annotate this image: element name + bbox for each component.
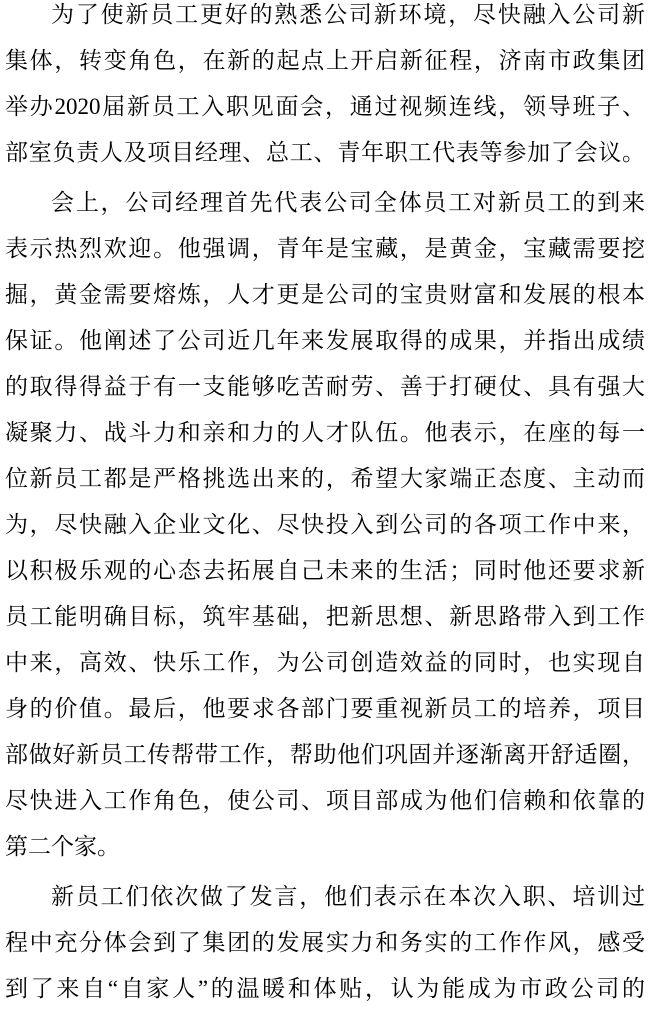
paragraph-new-employees	[5, 874, 645, 1012]
text-line: 到了来自“自家人”的温暖和体贴，认为能成为市政公司的	[5, 976, 645, 1001]
paragraph-intro	[5, 0, 645, 176]
text-line: 集体，转变角色，在新的起点上开启新征程，济南市政集团	[5, 48, 645, 73]
text-line: 部室负责人及项目经理、总工、青年职工代表等参加了会议。	[5, 140, 645, 165]
text-line: 以积极乐观的心态去拓展自己未来的生活；同时他还要求新	[5, 558, 645, 583]
text-line: 部做好新员工传帮带工作，帮助他们巩固并逐渐离开舒适圈，	[5, 742, 645, 767]
text-line: 新员工们依次做了发言，他们表示在本次入职、培训过	[51, 884, 645, 909]
text-line: 程中充分体会到了集团的发展实力和务实的工作作风，感受	[5, 930, 645, 955]
text-line: 的取得得益于有一支能够吃苦耐劳、善于打硬仗、具有强大	[5, 374, 645, 399]
text-line: 中来，高效、快乐工作，为公司创造效益的同时，也实现自	[5, 650, 645, 675]
text-line: 掘，黄金需要熔炼，人才更是公司的宝贵财富和发展的根本	[5, 282, 645, 307]
text-line: 身的价值。最后，他要求各部门要重视新员工的培养，项目	[5, 696, 645, 721]
text-line: 尽快进入工作角色，使公司、项目部成为他们信赖和依靠的	[5, 788, 645, 813]
text-line: 位新员工都是严格挑选出来的，希望大家端正态度、主动而	[5, 466, 645, 491]
text-line: 为，尽快融入企业文化、尽快投入到公司的各项工作中来，	[5, 512, 645, 537]
text-line: 员工能明确目标，筑牢基础，把新思想、新思路带入到工作	[5, 604, 645, 629]
text-line: 为了使新员工更好的熟悉公司新环境，尽快融入公司新	[51, 2, 645, 27]
paragraph-manager-speech	[5, 180, 645, 870]
text-line: 第二个家。	[5, 834, 120, 859]
text-line: 保证。他阐述了公司近几年来发展取得的成果，并指出成绩	[5, 328, 645, 353]
text-line: 表示热烈欢迎。他强调，青年是宝藏，是黄金，宝藏需要挖	[5, 236, 645, 261]
text-line: 凝聚力、战斗力和亲和力的人才队伍。他表示，在座的每一	[5, 420, 645, 445]
text-line: 会上，公司经理首先代表公司全体员工对新员工的到来	[51, 190, 645, 215]
text-line: 举办2020届新员工入职见面会，通过视频连线，领导班子、	[5, 94, 645, 119]
